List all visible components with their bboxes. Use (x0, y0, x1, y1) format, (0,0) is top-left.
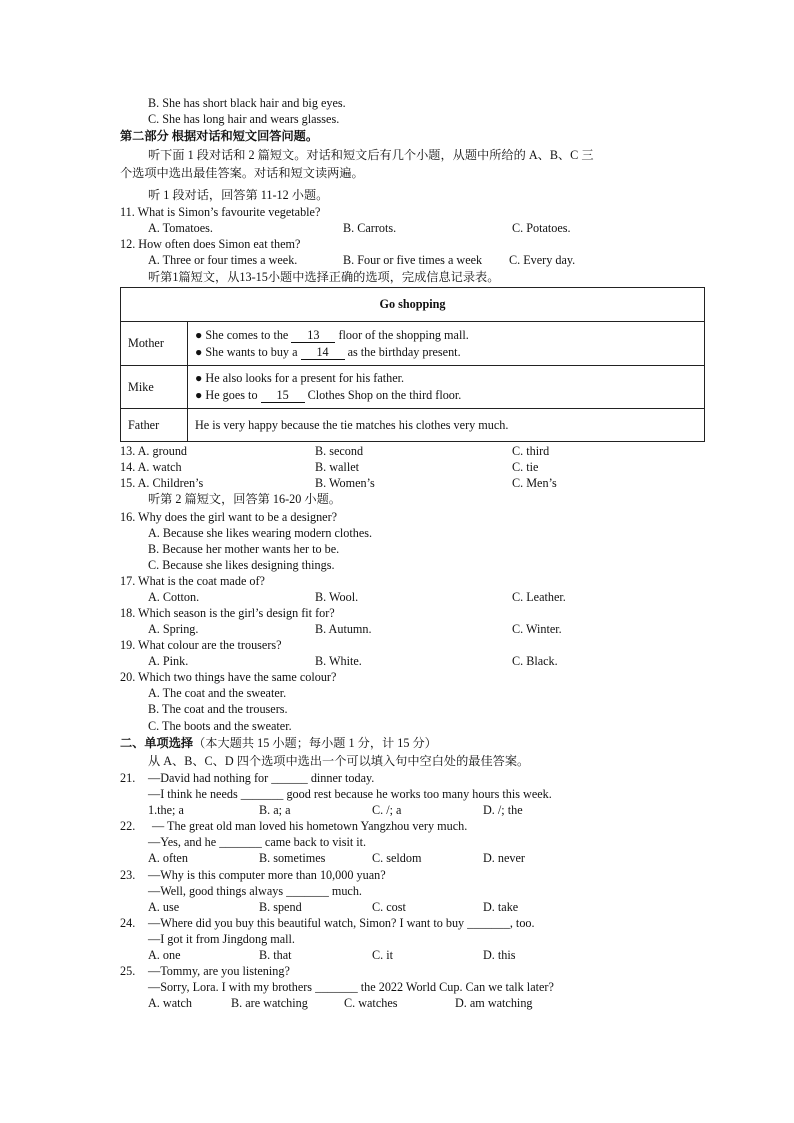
part-title: 第二部分 根据对话和短文回答问题。 (120, 129, 319, 143)
choice-a: A. Because she likes wearing modern clothes. (148, 526, 373, 540)
choice-c: C. watches (344, 996, 398, 1010)
choice-b: B. Wool. (315, 590, 359, 604)
dialogue-line: —Tommy, are you listening? (148, 964, 290, 978)
option-line: C. She has long hair and wears glasses. (148, 112, 340, 126)
blank-15[interactable]: 15 (261, 389, 305, 403)
choice-b: B. a; a (259, 803, 291, 817)
choice-c: C. Black. (512, 654, 558, 668)
info-record-table (120, 287, 705, 442)
question-stem: 18. Which season is the girl’s design fit for? (120, 606, 335, 620)
choice-d: D. never (483, 851, 525, 865)
choice-a: A. Cotton. (148, 590, 200, 604)
blank-13[interactable]: 13 (291, 329, 335, 343)
mike-line-1: ● He also looks for a present for his father. (195, 371, 405, 385)
dialogue-header: 听 1 段对话，回答第 11-12 小题。 (148, 188, 329, 202)
choice-b: B. Carrots. (343, 221, 397, 235)
choice-a: A. Three or four times a week. (148, 253, 298, 267)
choice-d: D. am watching (455, 996, 533, 1010)
mike-cell (188, 366, 705, 409)
choice-c: C. seldom (372, 851, 422, 865)
choice-d: D. take (483, 900, 519, 914)
choice-c: C. third (512, 444, 550, 458)
dialogue-line: —Where did you buy this beautiful watch, Simon? I want to buy _______, too. (148, 916, 535, 930)
table-title: Go shopping (121, 288, 705, 322)
question-stem: 19. What colour are the trousers? (120, 638, 282, 652)
section-instruction: 从 A、B、C、D 四个选项中选出一个可以填入句中空白处的最佳答案。 (148, 754, 530, 768)
choice-b: B. sometimes (259, 851, 326, 865)
dialogue-line: — The great old man loved his hometown Yangzhou very much. (152, 819, 468, 833)
choice-b: B. wallet (315, 460, 360, 474)
question-stem: 17. What is the coat made of? (120, 574, 265, 588)
choice-b: B. spend (259, 900, 302, 914)
dialogue-line: —David had nothing for ______ dinner today. (148, 771, 375, 785)
choice-c: C. /; a (372, 803, 402, 817)
choice-a: A. Tomatoes. (148, 221, 213, 235)
choice-a: A. Pink. (148, 654, 189, 668)
passage-header: 听第1篇短文，从13-15小题中选择正确的选项，完成信息记录表。 (148, 270, 500, 284)
choice-a: 15. A. Children’s (120, 476, 204, 490)
choice-b: B. The coat and the trousers. (148, 702, 288, 716)
dialogue-line: —Why is this computer more than 10,000 yuan? (148, 868, 386, 882)
dialogue-line: —I think he needs _______ good rest because he works too many hours this week. (148, 787, 552, 801)
choice-b: B. Because her mother wants her to be. (148, 542, 340, 556)
choice-b: B. are watching (231, 996, 308, 1010)
dialogue-line: —Sorry, Lora. I with my brothers _______ the 2022 World Cup. Can we talk later? (148, 980, 554, 994)
dialogue-line: —Well, good things always _______ much. (148, 884, 362, 898)
choice-a: 1.the; a (148, 803, 184, 817)
row-label-mike: Mike (121, 366, 188, 409)
question-number: 24. (120, 916, 136, 930)
choice-a: 13. A. ground (120, 444, 188, 458)
choice-c: C. Potatoes. (512, 221, 571, 235)
section-title: 二、单项选择（本大题共 15 小题；每小题 1 分，计 15 分） (120, 736, 437, 750)
choice-c: C. tie (512, 460, 539, 474)
mike-line-2: ● He goes to 15 Clothes Shop on the third floor. (195, 388, 462, 402)
question-stem: 20. Which two things have the same colour? (120, 670, 337, 684)
choice-a: A. use (148, 900, 180, 914)
father-cell: He is very happy because the tie matches his clothes very much. (188, 409, 705, 442)
choice-c: C. cost (372, 900, 406, 914)
question-number: 25. (120, 964, 136, 978)
choice-d: D. this (483, 948, 516, 962)
part-instruction: 听下面 1 段对话和 2 篇短文。对话和短文后有几个小题，从题中所给的 A、B、C 三 (148, 148, 594, 162)
question-stem: 12. How often does Simon eat them? (120, 237, 301, 251)
choice-c: C. Because she likes designing things. (148, 558, 335, 572)
question-number: 22. (120, 819, 136, 833)
blank-14[interactable]: 14 (301, 346, 345, 360)
choice-b: B. Autumn. (315, 622, 372, 636)
dialogue-line: —Yes, and he _______ came back to visit it. (148, 835, 367, 849)
row-label-mother: Mother (121, 322, 188, 366)
choice-c: C. Men’s (512, 476, 557, 490)
choice-b: B. Women’s (315, 476, 375, 490)
choice-b: B. White. (315, 654, 362, 668)
mother-line-2: ● She wants to buy a 14 as the birthday present. (195, 344, 461, 359)
choice-b: B. second (315, 444, 364, 458)
choice-a: A. often (148, 851, 188, 865)
choice-b: B. that (259, 948, 292, 962)
choice-d: D. /; the (483, 803, 523, 817)
question-number: 21. (120, 771, 136, 785)
choice-c: C. Winter. (512, 622, 562, 636)
choice-c: C. The boots and the sweater. (148, 719, 292, 733)
choice-b: B. Four or five times a week (343, 253, 483, 267)
question-stem: 11. What is Simon’s favourite vegetable? (120, 205, 321, 219)
choice-a: A. The coat and the sweater. (148, 686, 287, 700)
choice-c: C. it (372, 948, 393, 962)
mother-line-1: ● She comes to the 13 floor of the shopping mall. (195, 327, 469, 342)
row-label-father: Father (121, 409, 188, 442)
question-stem: 16. Why does the girl want to be a designer? (120, 510, 338, 524)
choice-c: C. Leather. (512, 590, 566, 604)
question-number: 23. (120, 868, 136, 882)
mother-cell (188, 322, 705, 366)
choice-c: C. Every day. (509, 253, 576, 267)
passage-header: 听第 2 篇短文，回答第 16-20 小题。 (148, 492, 341, 506)
choice-a: A. one (148, 948, 181, 962)
part-instruction: 个选项中选出最佳答案。对话和短文读两遍。 (120, 166, 364, 180)
dialogue-line: —I got it from Jingdong mall. (148, 932, 295, 946)
option-line: B. She has short black hair and big eyes. (148, 96, 346, 110)
choice-a: A. watch (148, 996, 192, 1010)
choice-a: 14. A. watch (120, 460, 182, 474)
choice-a: A. Spring. (148, 622, 199, 636)
